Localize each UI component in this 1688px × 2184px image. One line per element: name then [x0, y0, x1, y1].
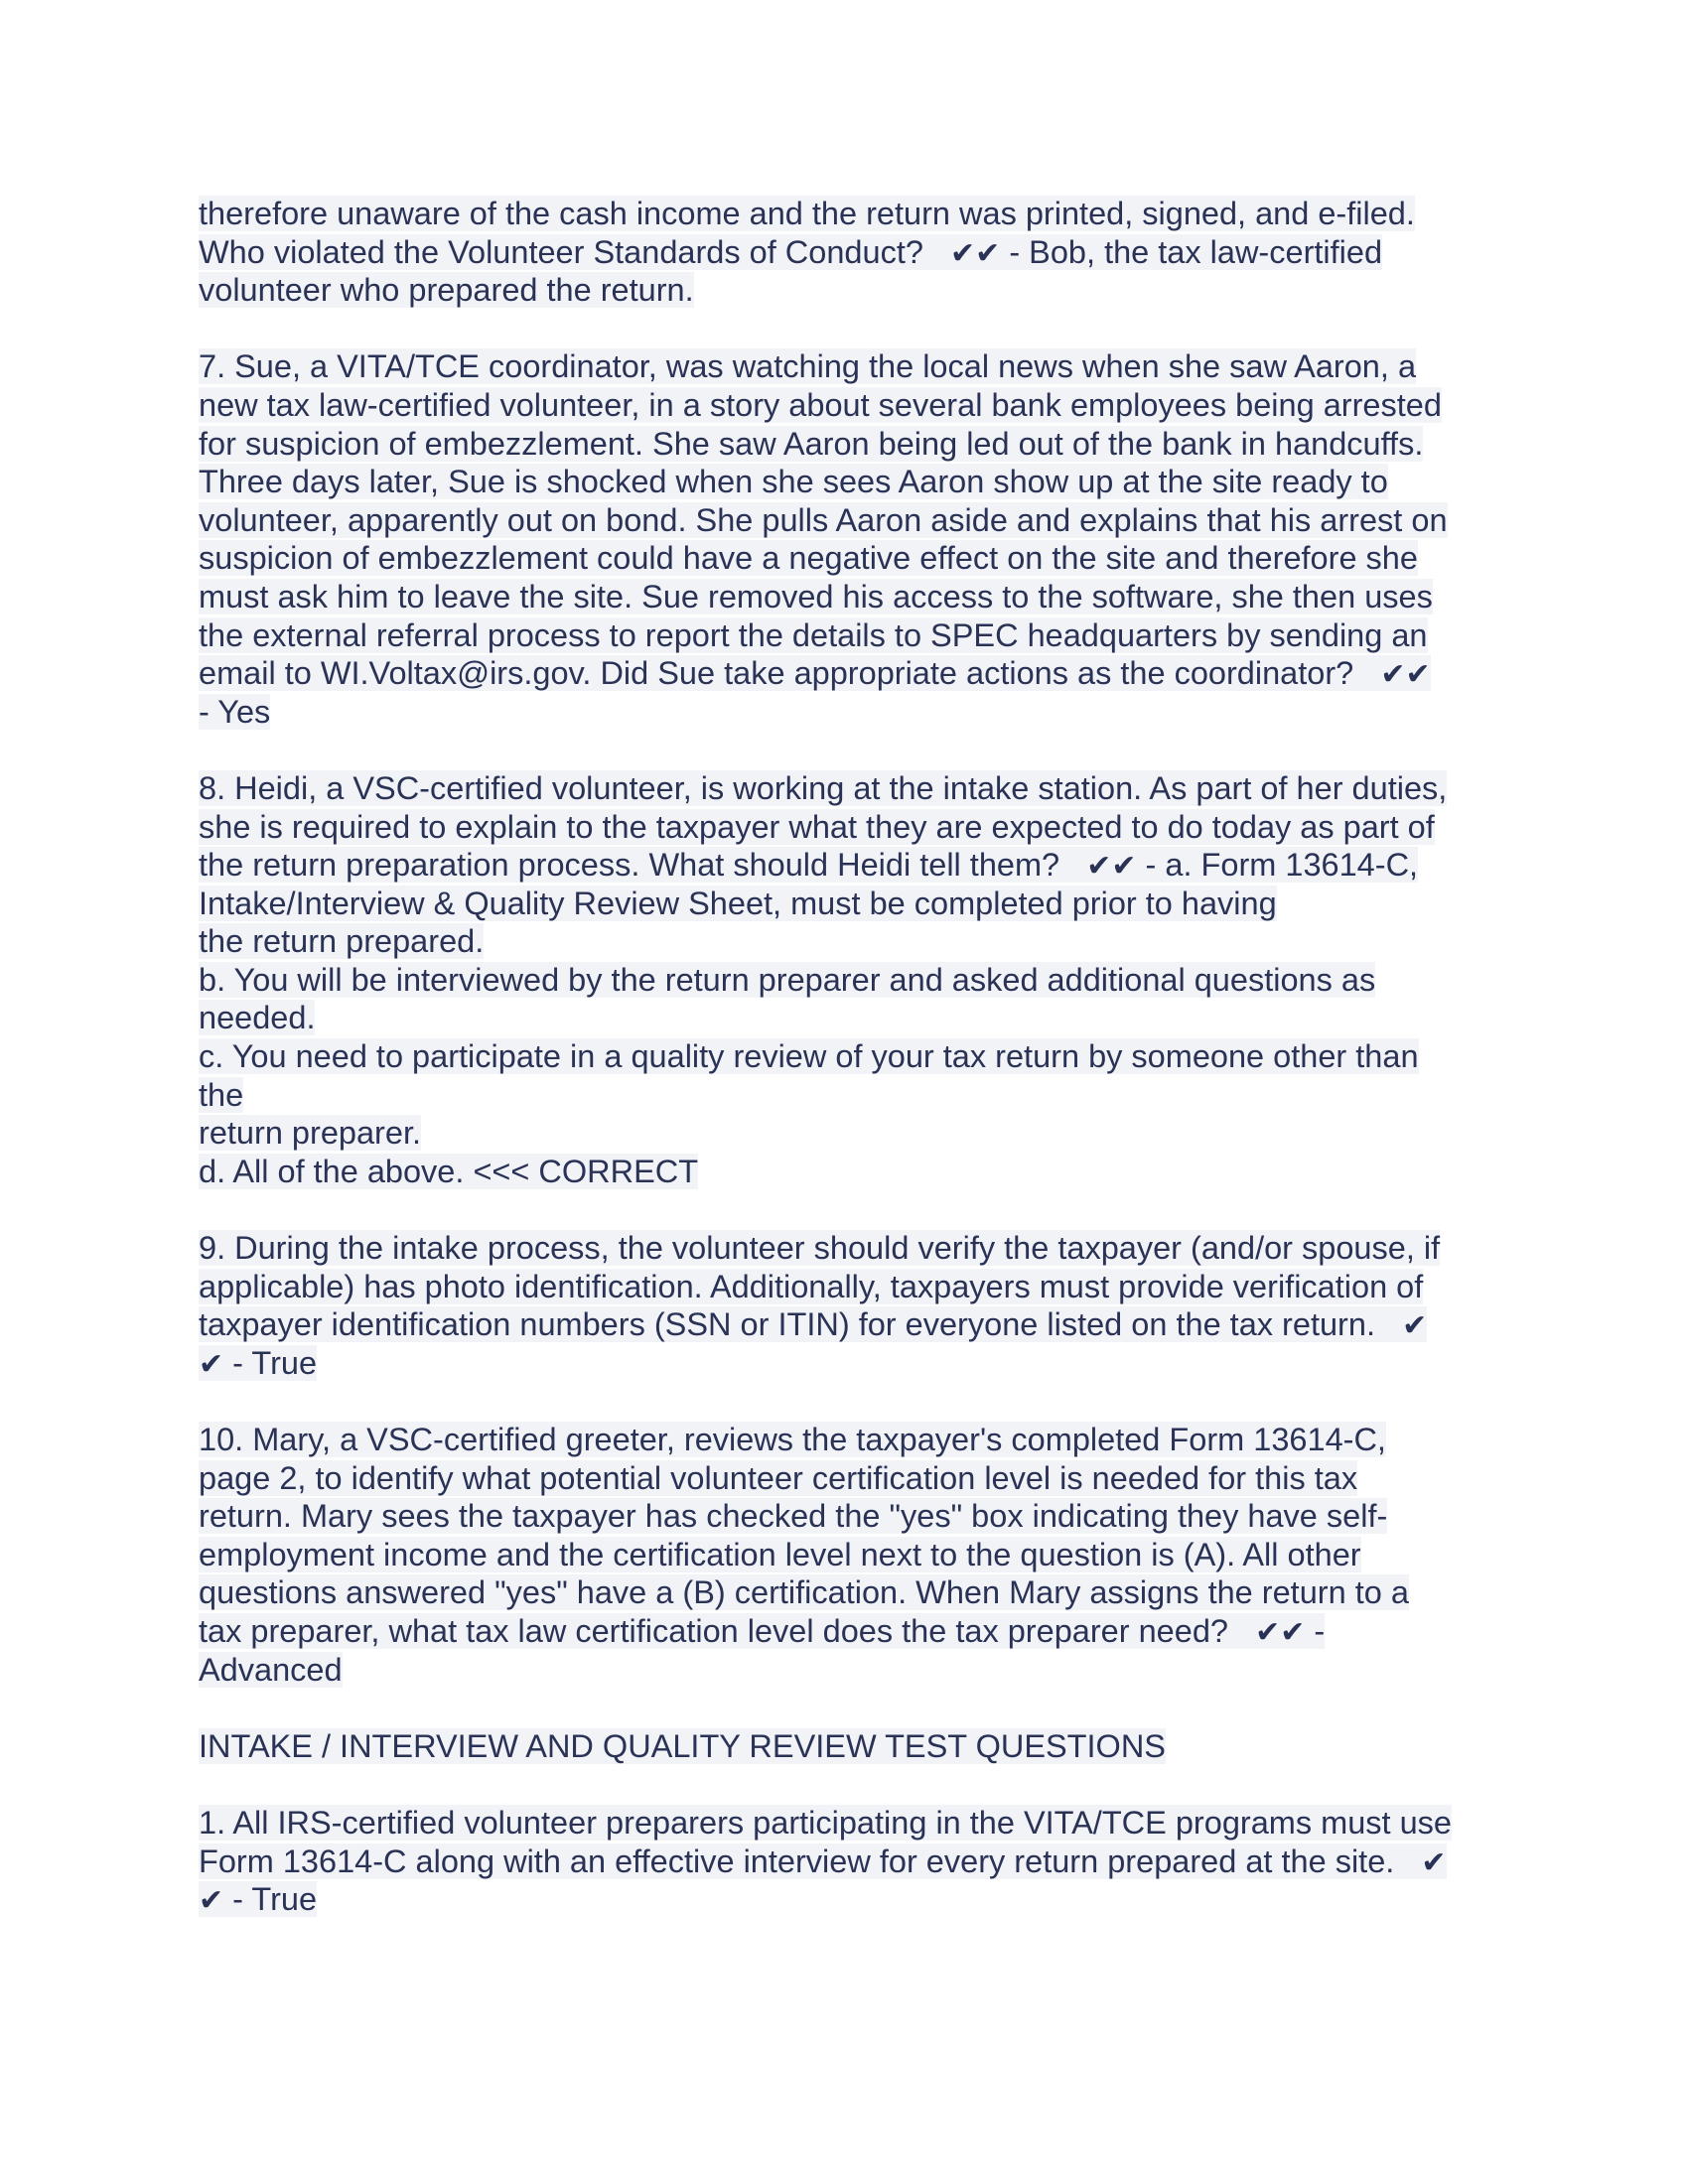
line-text: therefore unaware of the cash income and the return was printed, signed, and e-filed. — [199, 196, 1415, 231]
line-text: suspicion of embezzlement could have a negative effect on the site and therefore she — [199, 540, 1418, 577]
line-text: 9. During the intake process, the volunteer should verify the taxpayer (and/or spouse, if — [199, 1230, 1441, 1267]
text-line — [199, 1037, 1509, 1076]
answer-text: - — [1305, 1612, 1326, 1649]
line-text: return. Mary sees the taxpayer has checked the "yes" box indicating they have self- — [199, 1498, 1388, 1535]
line-text: volunteer, apparently out on bond. She pulls Aaron aside and explains that his arrest on — [199, 501, 1448, 538]
text-line — [199, 1843, 1509, 1881]
text-line — [199, 1880, 1509, 1919]
line-text: return preparer. — [199, 1115, 422, 1152]
text-line — [199, 1727, 1509, 1766]
text-line — [199, 769, 1509, 808]
line-text: questions answered "yes" have a (B) certification. When Mary assigns the return to a — [199, 1574, 1409, 1611]
text-line — [199, 271, 1509, 310]
text-line — [199, 922, 1509, 961]
line-text: d. All of the above. <<< CORRECT — [199, 1153, 699, 1189]
text-line — [199, 616, 1509, 655]
text-line — [199, 233, 1509, 272]
text-line — [199, 1305, 1509, 1344]
text-line — [199, 1459, 1509, 1498]
line-text: the — [199, 1076, 244, 1113]
text-line — [199, 501, 1509, 540]
line-text: employment income and the certification level next to the question is (A). All other — [199, 1536, 1361, 1572]
text-line — [199, 1114, 1509, 1153]
text-line — [199, 808, 1509, 847]
highlighted-text — [199, 1422, 1386, 1457]
line-text: 10. Mary, a VSC-certified greeter, reviews the taxpayer's completed Form 13614-C, — [199, 1422, 1386, 1457]
highlighted-text — [199, 540, 1418, 576]
checkmark-icon: ✔✔ — [1086, 849, 1137, 885]
line-text: she is required to explain to the taxpayer what they are expected to do today as part of — [199, 808, 1435, 845]
highlighted-text — [199, 1345, 317, 1381]
highlighted-text — [199, 579, 1433, 614]
text-line — [199, 578, 1509, 616]
highlighted-text — [199, 1038, 1419, 1074]
text-line — [199, 999, 1509, 1037]
highlighted-text — [199, 1805, 1452, 1841]
highlighted-text — [199, 1269, 1423, 1304]
text-line — [199, 1804, 1509, 1843]
text-line — [199, 1612, 1509, 1651]
highlighted-text — [199, 1230, 1440, 1266]
text-line — [199, 1497, 1509, 1536]
checkmark-icon: ✔ — [199, 1883, 224, 1919]
line-text: new tax law-certified volunteer, in a story about several bank employees being arrested — [199, 386, 1442, 423]
text-line — [199, 693, 1509, 732]
text-line — [199, 654, 1509, 693]
highlighted-text — [199, 1498, 1387, 1534]
text-line — [199, 539, 1509, 578]
highlighted-text — [199, 617, 1428, 653]
highlighted-text — [199, 1881, 317, 1917]
highlighted-text — [199, 464, 1388, 499]
highlighted-text — [199, 886, 1277, 921]
text-line — [199, 1421, 1509, 1459]
text-line — [199, 1573, 1509, 1612]
text-line — [199, 1344, 1509, 1383]
line-text: tax preparer, what tax law certification level does the tax preparer need? — [199, 1612, 1228, 1649]
line-text: must ask him to leave the site. Sue removed his access to the software, she then uses — [199, 578, 1433, 614]
highlighted-text — [199, 694, 270, 730]
line-text: the external referral process to report the details to SPEC headquarters by sending an — [199, 616, 1428, 653]
line-text: c. You need to participate in a quality review of your tax return by someone other than — [199, 1038, 1419, 1075]
highlighted-text — [199, 196, 1415, 231]
highlighted-text — [199, 1306, 1427, 1342]
highlighted-text — [199, 1115, 421, 1151]
highlighted-text — [199, 1843, 1447, 1879]
line-text: Intake/Interview & Quality Review Sheet, must be completed prior to having — [199, 885, 1277, 921]
checkmark-icon: ✔ — [199, 1346, 224, 1382]
highlighted-text — [199, 1077, 243, 1113]
highlighted-text — [199, 655, 1431, 691]
highlighted-text — [199, 348, 1416, 384]
question-paragraph — [199, 347, 1509, 731]
section-heading — [199, 1727, 1509, 1766]
text-line — [199, 463, 1509, 501]
line-text: Advanced — [199, 1651, 343, 1688]
checkmark-icon: ✔✔ — [1380, 657, 1431, 693]
highlighted-text — [199, 234, 1382, 270]
highlighted-text — [199, 1613, 1325, 1649]
line-text: for suspicion of embezzlement. She saw Aaron being led out of the bank in handcuffs. — [199, 425, 1424, 462]
text-line — [199, 195, 1509, 233]
line-text: Form 13614-C along with an effective interview for every return prepared at the site. — [199, 1843, 1395, 1879]
line-text: email to WI.Voltax@irs.gov. Did Sue take appropriate actions as the coordinator? — [199, 655, 1354, 692]
text-line — [199, 386, 1509, 425]
line-text: taxpayer identification numbers (SSN or ITIN) for everyone listed on the tax return. — [199, 1306, 1375, 1343]
text-line — [199, 347, 1509, 386]
line-text: 1. All IRS-certified volunteer preparers participating in the VITA/TCE programs must use — [199, 1804, 1453, 1841]
text-line — [199, 1651, 1509, 1690]
line-text: b. You will be interviewed by the return preparer and asked additional questions as — [199, 961, 1376, 998]
line-text: applicable) has photo identification. Additionally, taxpayers must provide verification of — [199, 1268, 1424, 1304]
line-text: - Yes — [199, 693, 271, 730]
text-line — [199, 1268, 1509, 1306]
text-line — [199, 425, 1509, 464]
highlighted-text — [199, 962, 1375, 998]
answer-text: - Bob, the tax law-certified — [1000, 233, 1383, 270]
checkmark-icon: ✔ — [1421, 1844, 1447, 1880]
highlighted-text — [199, 1728, 1166, 1764]
highlighted-text — [199, 1154, 698, 1189]
answer-text: - True — [223, 1344, 318, 1381]
highlighted-text — [199, 847, 1418, 883]
answer-text: - a. Form 13614-C, — [1136, 847, 1419, 884]
line-text: 8. Heidi, a VSC-certified volunteer, is working at the intake station. As part of her duties, — [199, 769, 1448, 806]
highlighted-text — [199, 1574, 1409, 1610]
document-page — [199, 195, 1509, 1957]
checkmark-icon: ✔ — [1402, 1308, 1428, 1344]
text-line — [199, 846, 1509, 885]
highlighted-text — [199, 1000, 315, 1035]
line-text: 7. Sue, a VITA/TCE coordinator, was watching the local news when she saw Aaron, a — [199, 348, 1417, 385]
question-paragraph — [199, 1804, 1509, 1919]
checkmark-icon: ✔✔ — [1255, 1614, 1306, 1650]
highlighted-text — [199, 809, 1435, 845]
answer-text: - True — [223, 1881, 318, 1918]
highlighted-text — [199, 923, 484, 959]
line-text: the return prepared. — [199, 923, 485, 960]
question-paragraph — [199, 1229, 1509, 1382]
highlighted-text — [199, 387, 1442, 423]
question-paragraph — [199, 195, 1509, 310]
text-line — [199, 1153, 1509, 1191]
line-text: Three days later, Sue is shocked when she sees Aaron show up at the site ready to — [199, 464, 1388, 500]
text-line — [199, 1229, 1509, 1268]
line-text: needed. — [199, 1000, 316, 1036]
highlighted-text — [199, 1537, 1361, 1572]
text-line — [199, 1076, 1509, 1115]
text-line — [199, 1536, 1509, 1574]
question-paragraph — [199, 1421, 1509, 1689]
checkmark-icon: ✔✔ — [950, 235, 1001, 271]
question-paragraph — [199, 769, 1509, 1191]
line-text: INTAKE / INTERVIEW AND QUALITY REVIEW TEST QUESTIONS — [199, 1727, 1166, 1764]
line-text: page 2, to identify what potential volunteer certification level is needed for this tax — [199, 1459, 1358, 1496]
line-text: the return preparation process. What should Heidi tell them? — [199, 847, 1060, 884]
highlighted-text — [199, 502, 1448, 538]
highlighted-text — [199, 1460, 1357, 1496]
text-line — [199, 961, 1509, 1000]
highlighted-text — [199, 770, 1447, 806]
highlighted-text — [199, 272, 694, 308]
line-text: Who violated the Volunteer Standards of Conduct? — [199, 233, 923, 270]
highlighted-text — [199, 1652, 343, 1688]
line-text: volunteer who prepared the return. — [199, 272, 694, 309]
highlighted-text — [199, 426, 1423, 462]
text-line — [199, 885, 1509, 923]
